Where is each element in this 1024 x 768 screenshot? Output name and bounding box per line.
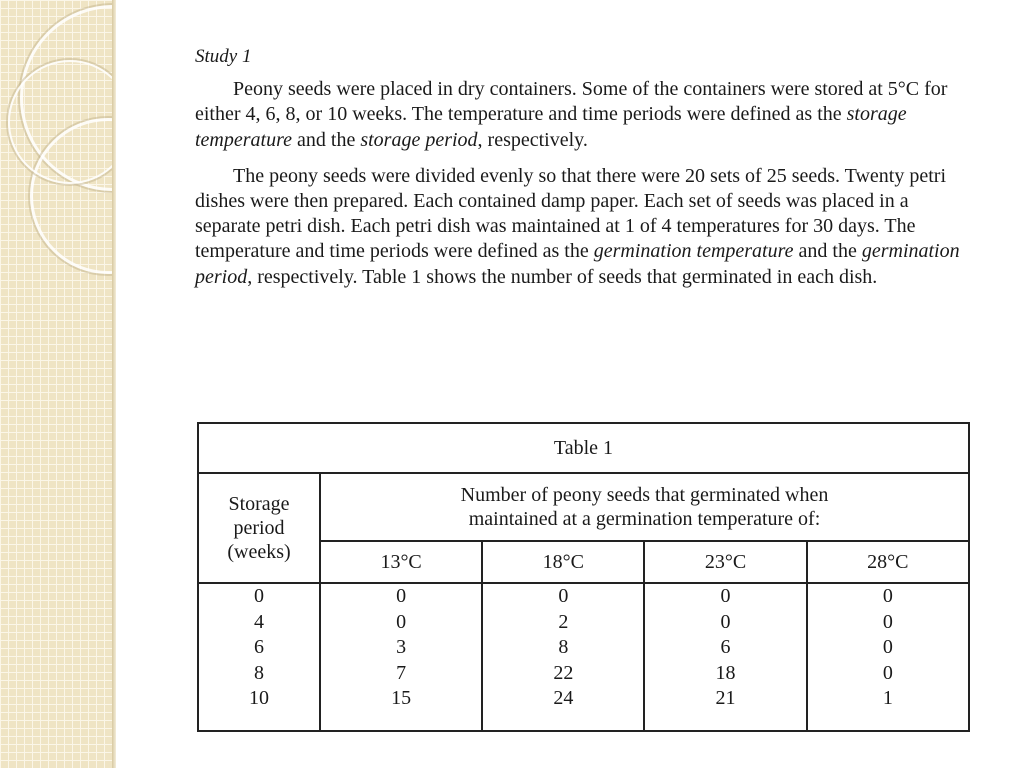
table-cell-value: 0 xyxy=(882,661,893,684)
text-run: Peony seeds were placed in dry containers. Some of the containers were stored at 5°C for either 4, 6, 8, or 10 weeks. The temperature and time periods were defined as the xyxy=(195,78,948,126)
text-run: and the xyxy=(793,240,862,263)
text-run: The peony seeds were divided evenly so that there were 20 sets of 25 seeds. Twenty petri dishes were then prepared. Each contained damp paper. Each set of seeds was placed in a separate petri dish. Each petri dish was maintained at 1 of 4 temperatures for 30 days. The temperature and time periods were defined as the xyxy=(195,164,947,263)
italic-term: germination temperature xyxy=(593,240,794,263)
temperature-header: 13°C xyxy=(320,541,482,583)
storage-period-header xyxy=(198,473,320,583)
study-text xyxy=(195,44,970,301)
table-cell-value: 4 xyxy=(254,610,264,633)
table-cell-value: 0 xyxy=(396,610,407,633)
table-caption-row xyxy=(198,423,969,473)
germination-group-header xyxy=(320,473,969,541)
table-cell-value: 18 xyxy=(715,661,736,684)
table-cell-value: 0 xyxy=(882,585,893,607)
table-header-row xyxy=(198,473,969,541)
text-run: and the xyxy=(292,128,361,151)
table-cell-value: 0 xyxy=(882,610,893,633)
table-cell-value: 0 xyxy=(396,585,407,607)
group-header-line: maintained at a germination temperature of: xyxy=(468,508,821,530)
table-cell-value: 0 xyxy=(720,610,731,633)
table-cell-value: 8 xyxy=(254,661,264,684)
text-run: , respectively. Table 1 shows the number of seeds that germinated in each dish. xyxy=(247,265,878,288)
table-cell-value: 6 xyxy=(254,636,264,658)
italic-term: storage temperature xyxy=(195,103,907,151)
table-cell-value: 6 xyxy=(720,636,731,658)
storage-header-line: period xyxy=(233,517,285,539)
table-cell-value: 8 xyxy=(558,636,569,658)
storage-period-column xyxy=(198,583,320,731)
side-panel-edge xyxy=(112,0,116,768)
table-cell-value: 1 xyxy=(882,687,893,709)
table-caption: Table 1 xyxy=(198,423,969,473)
italic-term: germination period xyxy=(195,240,960,288)
table-cell-value: 0 xyxy=(882,636,893,658)
germinated-column-23c xyxy=(644,583,806,731)
table-body-row xyxy=(198,583,969,731)
text-run: , respectively. xyxy=(477,128,588,151)
table-cell-value: 21 xyxy=(715,687,736,709)
table-cell-value: 24 xyxy=(553,687,574,709)
table-cell-value: 22 xyxy=(553,661,574,684)
germinated-column-28c xyxy=(807,583,969,731)
study-paragraph-1 xyxy=(195,77,970,153)
table-cell-value: 7 xyxy=(396,661,407,684)
table-cell-value: 0 xyxy=(720,585,731,607)
temperature-header: 28°C xyxy=(807,541,969,583)
table-cell-value: 10 xyxy=(249,687,269,709)
table-cell-value: 0 xyxy=(254,585,264,607)
germination-table xyxy=(197,422,970,732)
storage-header-line: Storage xyxy=(228,493,290,515)
table-cell-value: 0 xyxy=(558,585,569,607)
temperature-header: 18°C xyxy=(482,541,644,583)
germinated-column-13c xyxy=(320,583,482,731)
italic-term: storage period xyxy=(360,128,478,151)
germinated-column-18c xyxy=(482,583,644,731)
study-paragraph-2 xyxy=(195,164,970,290)
table-cell-value: 2 xyxy=(558,610,569,633)
study-title: Study 1 xyxy=(195,46,252,67)
temperature-header: 23°C xyxy=(644,541,806,583)
table-cell-value: 15 xyxy=(391,687,412,709)
group-header-line: Number of peony seeds that germinated when xyxy=(460,484,829,506)
storage-header-line: (weeks) xyxy=(227,541,291,563)
table-cell-value: 3 xyxy=(396,636,407,658)
decorative-side-panel xyxy=(0,0,112,768)
